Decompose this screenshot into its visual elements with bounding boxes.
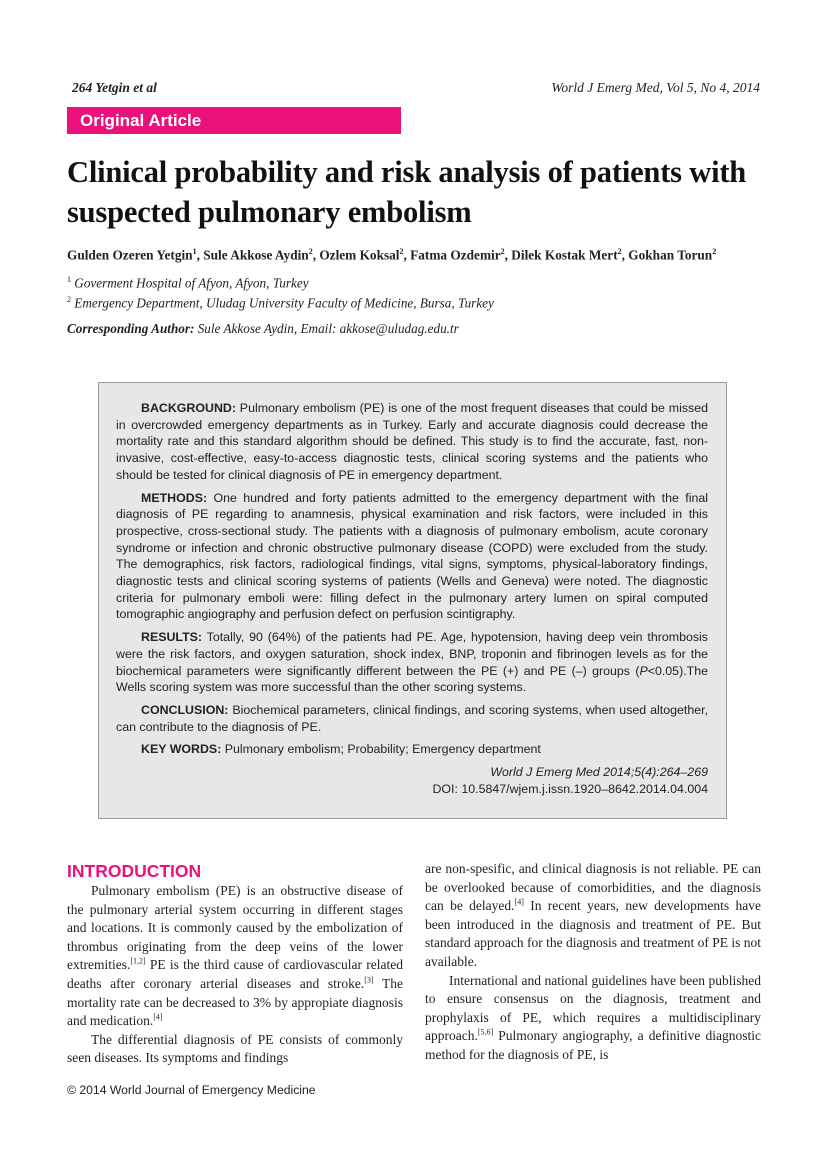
corresponding-author [67, 321, 459, 337]
citation-ref: [4] [153, 1012, 163, 1022]
paragraph [67, 882, 403, 1031]
doi: DOI: 10.5847/wjem.j.issn.1920–8642.2014.04.004 [432, 781, 708, 796]
paragraph-text: The mortality rate can be decreased to 3% by appropiate diagnosis and medication. [67, 975, 403, 1029]
article-title: Clinical probability and risk analysis of patients with suspected pulmonary embolism [67, 155, 747, 229]
citation-block [116, 764, 708, 797]
paragraph [425, 860, 761, 972]
paragraph-text: In recent years, new developments have been introduced in the diagnosis and treatment of PE. But standard approach for the diagnosis and treatment of PE is not available. [425, 898, 761, 969]
affiliation-2 [67, 295, 494, 311]
affiliation-1 [67, 275, 309, 291]
citation-ref: [1,2] [130, 956, 146, 966]
paragraph-text: Pulmonary embolism (PE) is an obstructive disease of the pulmonary arterial system occurring in different stages and locations. It is commonly caused by the embolization of thrombus originating from the deep veins of the lower extremities. [67, 883, 403, 973]
author-name: Dilek Kostak Mert [511, 247, 618, 263]
methods-label: METHODS: [141, 490, 208, 505]
paragraph-text: are non-spesific, and clinical diagnosis is not reliable. PE can be overlooked because of comorbidities, and the diagnosis can be delayed. [425, 861, 761, 914]
paragraph [425, 972, 761, 1065]
author-affiliation-mark: 2 [500, 247, 505, 256]
results-label: RESULTS: [141, 630, 203, 645]
paragraph-text: PE is the third cause of cardiovascular related deaths after coronary arterial diseases and stroke. [67, 957, 403, 991]
author-affiliation-mark: 2 [308, 247, 313, 256]
author-name: Fatma Ozdemir [410, 247, 501, 263]
paragraph-text: International and national guidelines have been published to ensure consensus on the diagnosis, treatment and prophylaxis of PE, which requires a multidisciplinary approach. [425, 972, 761, 1044]
author-affiliation-mark: 2 [617, 247, 622, 256]
abstract-keywords [116, 741, 708, 758]
citation-ref: [3] [364, 975, 374, 985]
author-name: Sule Akkose Aydin [203, 247, 309, 263]
corresponding-text: Sule Akkose Aydin, Email: akkose@uludag.edu.tr [194, 321, 459, 336]
affiliation-text: Emergency Department, Uludag University Faculty of Medicine, Bursa, Turkey [74, 295, 494, 311]
introduction-heading: INTRODUCTION [67, 861, 202, 881]
results-text: Totally, 90 (64%) of the patients had PE. Age, hypotension, having deep vein thrombosis were the risk factors, and oxygen saturation, shock index, BNP, troponin and fibrinogen levels as for the biochemical parameters were significantly different between the PE (+) and PE (–) groups ( [116, 630, 708, 678]
abstract-results [116, 629, 708, 696]
paragraph: The differential diagnosis of PE consists of commonly seen diseases. Its symptoms and findings [67, 1031, 403, 1066]
keywords-label: KEY WORDS: [141, 742, 222, 757]
conclusion-label: CONCLUSION: [141, 702, 229, 717]
journal-citation: World J Emerg Med 2014;5(4):264–269 [490, 765, 708, 780]
running-header-right: World J Emerg Med, Vol 5, No 4, 2014 [551, 80, 760, 95]
affiliation-number: 1 [67, 275, 71, 284]
author-affiliation-mark: 2 [712, 247, 717, 256]
background-text: Pulmonary embolism (PE) is one of the most frequent diseases that could be missed in overcrowded emergency departments as in Turkey. Early and accurate diagnosis could decrease the mortality rate and this standard algorithm should be defined. This study is to find the accurate, fast, non-invasive, cost-effective, easy-to-access diagnostic tests, clinical scoring systems and the patients who should be tested for clinical diagnosis of PE in emergency department. [116, 401, 708, 482]
affiliation-number: 2 [67, 295, 71, 304]
conclusion-text: Biochemical parameters, clinical findings, and scoring systems, when used altogether, can contribute to the diagnosis of PE. [116, 702, 708, 734]
author-name: Ozlem Koksal [319, 247, 400, 263]
citation-ref: [5,6] [477, 1027, 494, 1037]
background-label: BACKGROUND: [141, 401, 236, 415]
copyright-footer: © 2014 World Journal of Emergency Medicine [67, 1083, 316, 1097]
author-list: Gulden Ozeren Yetgin$^1$, Sule Akkose Aydin$^2$, Ozlem Koksal$^2$, Fatma Ozdemir$^2$, Dilek Kostak Mert$^2$, Gokhan Torun$^2$ [67, 247, 717, 263]
author-name: Gokhan Torun [628, 247, 713, 263]
running-header-left: 264 Yetgin et al [72, 80, 157, 95]
body-column-right [425, 860, 761, 1065]
affiliation-text: Goverment Hospital of Afyon, Afyon, Turkey [74, 275, 309, 291]
abstract-box [98, 382, 727, 819]
paragraph-text: Pulmonary angiography, a definitive diagnostic method for the diagnosis of PE, is [425, 1028, 761, 1062]
results-text-end: <0.05).The Wells scoring system was more successful than the other scoring systems. [116, 663, 708, 695]
body-column-left [67, 860, 403, 1068]
article-type-badge: Original Article [67, 107, 401, 134]
methods-text: One hundred and forty patients admitted to the emergency department with the final diagnosis of PE regarding to anamnesis, physical examination and risk factors, were included in this prospective, cross-sectional study. The patients with a diagnosis of pulmonary embolism, acute coronary syndrome or infection and chronic obstructive pulmonary disease (COPD) were excluded from the study. The demographics, risk factors, radiological findings, vital signs, symptoms, physical-laboratory findings, diagnostic tests and clinical scoring systems of patients (Wells and Geneva) were noted. The diagnostic criteria for pulmonary emboli were: filling defect in the pulmonary artery lumen on spiral computed tomographic angiography and perfusion defect on perfusion scintigraphy. [116, 490, 708, 622]
keywords-text: Pulmonary embolism; Probability; Emergency department [221, 742, 541, 757]
abstract-background [116, 400, 708, 484]
abstract-conclusion [116, 702, 708, 735]
results-p-symbol: P [639, 663, 648, 678]
author-name: Gulden Ozeren Yetgin [67, 247, 193, 263]
abstract-methods [116, 490, 708, 624]
citation-ref: [4] [514, 897, 524, 907]
author-affiliation-mark: 1 [192, 247, 197, 256]
author-affiliation-mark: 2 [399, 247, 404, 256]
corresponding-label: Corresponding Author: [67, 321, 195, 336]
